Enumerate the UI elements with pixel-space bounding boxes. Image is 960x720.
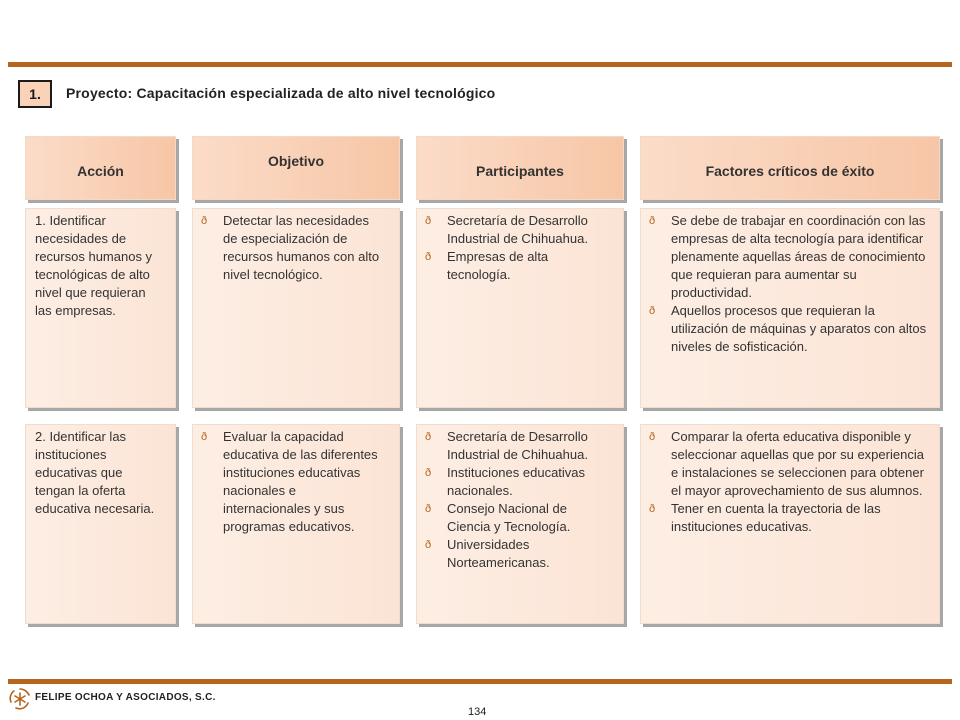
arrow-bullet-icon: ð <box>201 215 208 227</box>
row2-accion-cell <box>25 424 176 624</box>
page-number: 134 <box>468 706 487 718</box>
arrow-bullet-icon: ð <box>425 503 432 515</box>
arrow-bullet-icon: ð <box>425 215 432 227</box>
list-item-text: Universidades Norteamericanas. <box>447 537 550 570</box>
arrow-bullet-icon: ð <box>201 431 208 443</box>
row1-objetivo-list <box>201 212 387 284</box>
row2-objetivo-cell <box>192 424 400 624</box>
list-item-text: Detectar las necesidades de especialización de recursos humanos con alto nivel tecnológico. <box>223 213 380 282</box>
header-factores <box>640 136 940 200</box>
header-accion <box>25 136 176 200</box>
list-item <box>425 212 611 248</box>
row1-factores-cell <box>640 208 940 408</box>
row2-accion-text: 2. Identificar las instituciones educativas que tengan la oferta educativa necesaria. <box>35 429 155 516</box>
arrow-bullet-icon: ð <box>425 251 432 263</box>
list-item <box>425 464 611 500</box>
list-item-text: Comparar la oferta educativa disponible y seleccionar aquellas que por su experiencia e instalaciones se seleccionen para obtener el mayor aprovechamiento de sus alumnos. <box>671 429 924 498</box>
arrow-bullet-icon: ð <box>649 215 656 227</box>
header-accion-label: Acción <box>77 163 124 179</box>
list-item <box>425 248 611 284</box>
row1-participantes-cell <box>416 208 624 408</box>
header-participantes <box>416 136 624 200</box>
list-item-text: Se debe de trabajar en coordinación con las empresas de alta tecnología para identificar plenamente aquellas áreas de conocimiento que requieran para aumentar su productividad. <box>671 213 926 300</box>
top-divider <box>8 62 952 67</box>
row1-accion-text: 1. Identificar necesidades de recursos humanos y tecnológicas de alto nivel que requieran las empresas. <box>35 213 153 318</box>
list-item <box>649 500 927 536</box>
row1-factores-list <box>649 212 927 356</box>
page-title: Proyecto: Capacitación especializada de alto nivel tecnológico <box>66 85 496 101</box>
list-item <box>425 536 611 572</box>
list-item-text: Consejo Nacional de Ciencia y Tecnología. <box>447 501 571 534</box>
list-item-text: Empresas de alta tecnología. <box>447 249 549 282</box>
list-item-text: Secretaría de Desarrollo Industrial de Chihuahua. <box>447 429 588 462</box>
arrow-bullet-icon: ð <box>649 503 656 515</box>
company-name: FELIPE OCHOA Y ASOCIADOS, S.C. <box>35 692 216 703</box>
arrow-bullet-icon: ð <box>649 305 656 317</box>
row1-participantes-list <box>425 212 611 284</box>
row2-factores-list <box>649 428 927 536</box>
list-item-text: Secretaría de Desarrollo Industrial de Chihuahua. <box>447 213 588 246</box>
row2-participantes-list <box>425 428 611 572</box>
list-item <box>649 302 927 356</box>
arrow-bullet-icon: ð <box>649 431 656 443</box>
header-objetivo <box>192 136 400 200</box>
header-factores-label: Factores críticos de éxito <box>705 163 875 179</box>
list-item-text: Tener en cuenta la trayectoria de las instituciones educativas. <box>671 501 881 534</box>
header-objetivo-label: Objetivo <box>267 153 324 169</box>
list-item <box>201 212 387 284</box>
bottom-divider <box>8 679 952 684</box>
arrow-bullet-icon: ð <box>425 431 432 443</box>
row2-objetivo-list <box>201 428 387 536</box>
list-item-text: Instituciones educativas nacionales. <box>447 465 586 498</box>
list-item <box>425 428 611 464</box>
row2-participantes-cell <box>416 424 624 624</box>
list-item <box>201 428 387 536</box>
list-item <box>649 428 927 500</box>
list-item <box>425 500 611 536</box>
arrow-bullet-icon: ð <box>425 539 432 551</box>
arrow-bullet-icon: ð <box>425 467 432 479</box>
list-item-text: Aquellos procesos que requieran la utilización de máquinas y aparatos con altos niveles de sofisticación. <box>671 303 927 354</box>
section-number: 1. <box>18 80 52 108</box>
row1-accion-cell <box>25 208 176 408</box>
row1-objetivo-cell <box>192 208 400 408</box>
sunburst-logo-icon <box>8 687 32 711</box>
list-item-text: Evaluar la capacidad educativa de las diferentes instituciones educativas nacionales e internacionales y sus programas educativos. <box>223 429 378 534</box>
list-item <box>649 212 927 302</box>
row2-factores-cell <box>640 424 940 624</box>
header-participantes-label: Participantes <box>476 163 564 179</box>
